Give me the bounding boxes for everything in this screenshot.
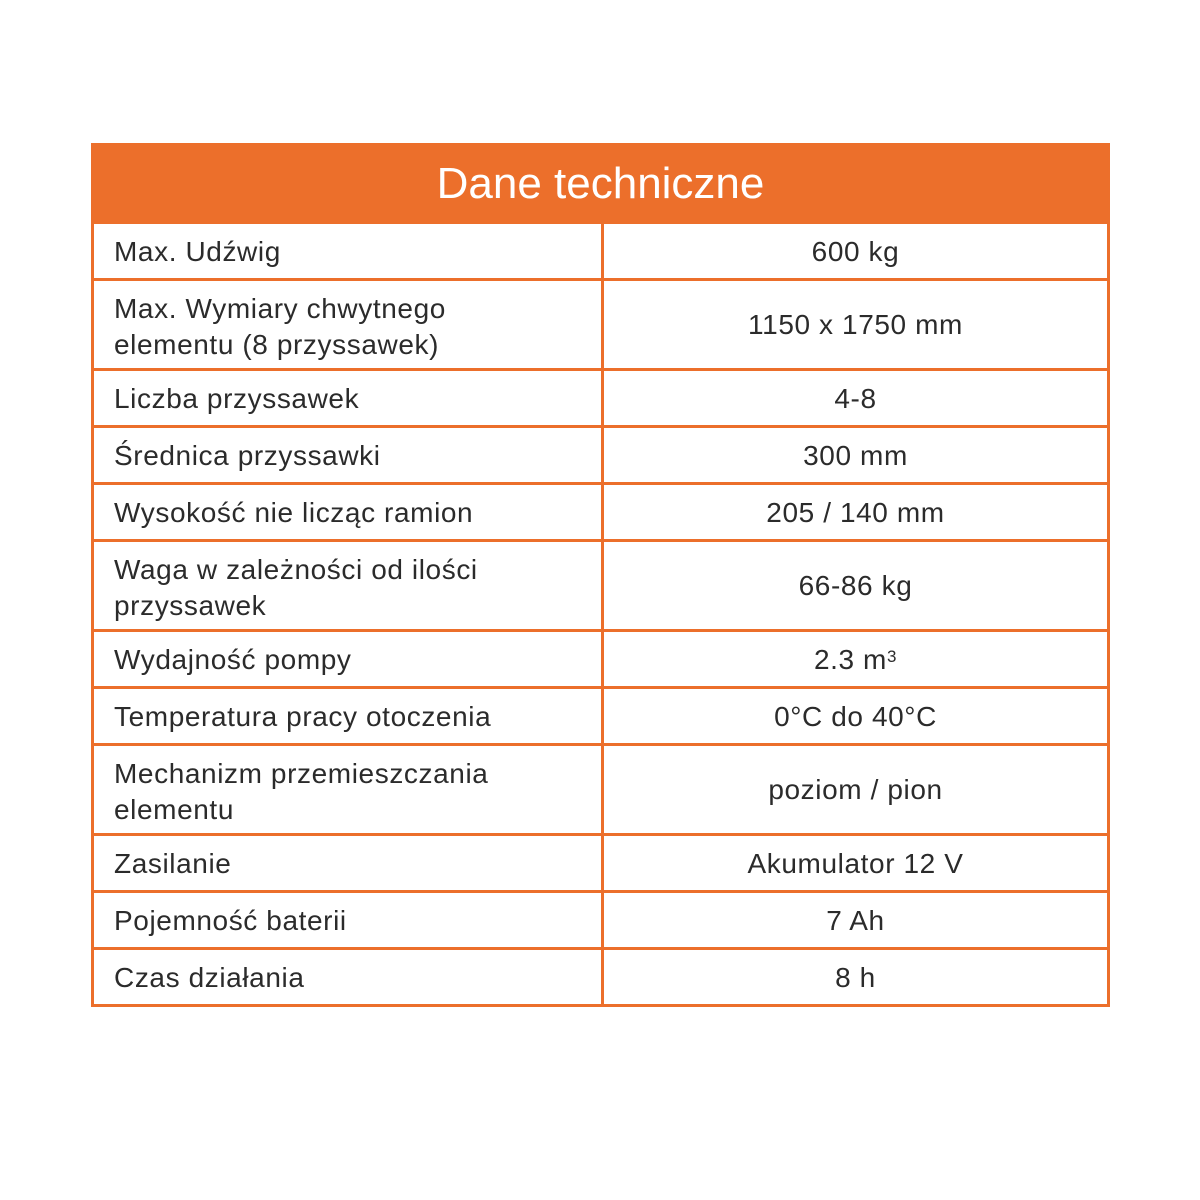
- table-row: [94, 833, 1107, 890]
- row-value: 0°C do 40°C: [774, 701, 937, 732]
- table-row: [94, 425, 1107, 482]
- row-value: 600 kg: [811, 236, 900, 267]
- table-row: [94, 368, 1107, 425]
- table-title: Dane techniczne: [94, 146, 1107, 221]
- row-value: 1150 x 1750 mm: [748, 308, 963, 340]
- row-label: Max. Wymiary chwytnego elementu (8 przyssawek): [94, 281, 604, 368]
- row-label: Pojemność baterii: [94, 893, 604, 947]
- row-label: Liczba przyssawek: [94, 371, 604, 425]
- table-row: [94, 539, 1107, 629]
- row-label: Waga w zależności od ilości przyssawek: [94, 542, 604, 629]
- table-row: [94, 743, 1107, 833]
- table-row: [94, 947, 1107, 1004]
- row-value: 2.3 m $^3$: [813, 644, 898, 675]
- row-label: Mechanizm przemieszczania elementu: [94, 746, 604, 833]
- row-value: Akumulator 12 V: [747, 848, 964, 879]
- row-value: 205 / 140 mm: [766, 497, 945, 528]
- row-label: Średnica przyssawki: [94, 428, 604, 482]
- pump-capacity-value: 2.3 m: [813, 644, 887, 675]
- row-value: 66-86 kg: [798, 569, 913, 601]
- row-label: Czas działania: [94, 950, 604, 1004]
- table-row: [94, 482, 1107, 539]
- spec-table: [91, 143, 1110, 1007]
- row-label: Wydajność pompy: [94, 632, 604, 686]
- table-row: [94, 686, 1107, 743]
- row-label: Max. Udźwig: [94, 224, 604, 278]
- row-label: Zasilanie: [94, 836, 604, 890]
- row-label: Wysokość nie licząc ramion: [94, 485, 604, 539]
- table-row: [94, 890, 1107, 947]
- table-row: [94, 278, 1107, 368]
- row-value: 300 mm: [803, 440, 908, 471]
- row-label: Temperatura pracy otoczenia: [94, 689, 604, 743]
- table-row: [94, 629, 1107, 686]
- row-value: 7 Ah: [826, 905, 885, 936]
- row-value: poziom / pion: [768, 773, 943, 805]
- row-value: 4-8: [834, 383, 877, 414]
- table-row: [94, 221, 1107, 278]
- row-value: 8 h: [835, 962, 876, 993]
